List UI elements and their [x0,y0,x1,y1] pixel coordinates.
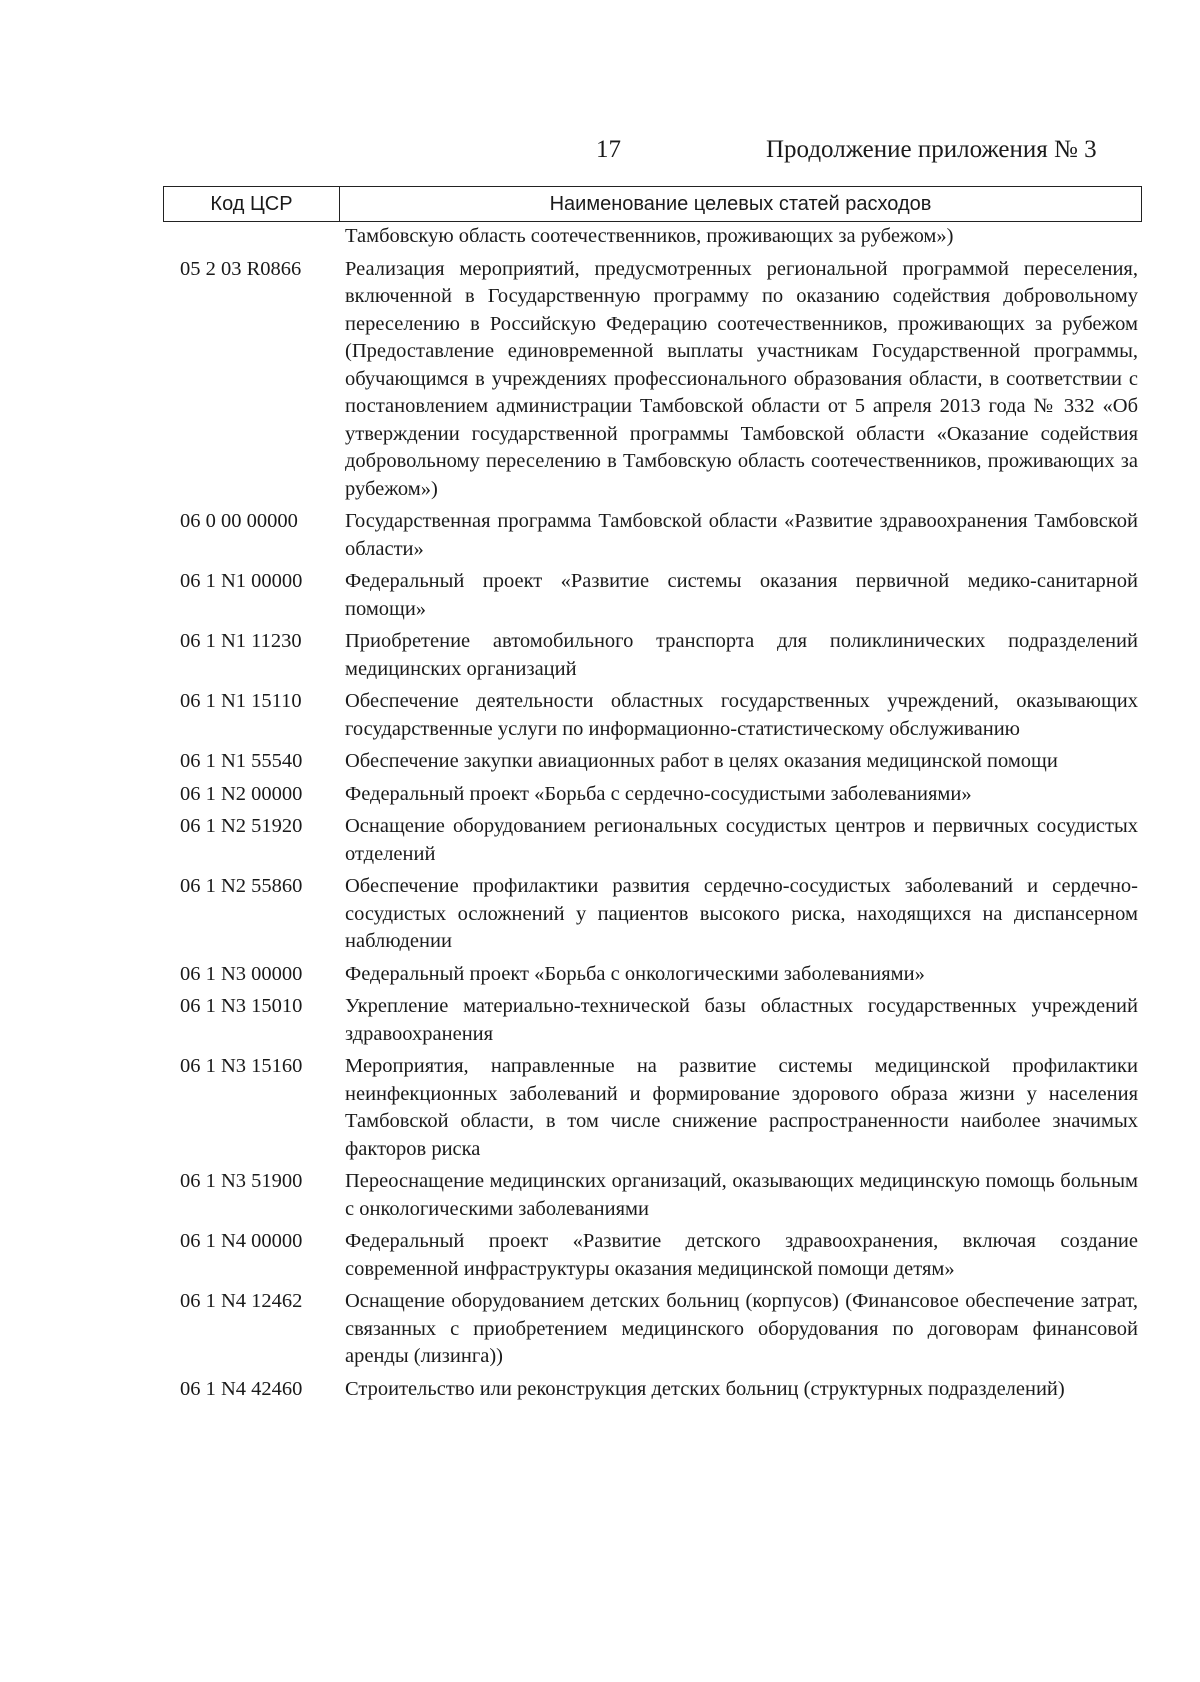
row-code: 06 1 N3 00000 [180,962,303,985]
table-row [163,1228,1142,1283]
row-code [163,223,339,251]
table-row [163,1168,1142,1223]
table-body [163,223,1142,1408]
table-row [163,568,1142,623]
row-name: Обеспечение деятельности областных государственных учреждений, оказывающих государственные услуги по информационно-статистическому обслуживанию [345,690,1138,740]
row-code: 06 1 N1 15110 [180,690,302,712]
row-name: Оснащение оборудованием региональных сосудистых центров и первичных сосудистых отделений [345,815,1138,865]
appendix-continuation-note: Продолжение приложения № 3 [766,136,1097,163]
row-name: Федеральный проект «Борьба с онкологическими заболеваниями» [345,962,925,985]
table-row [163,688,1142,743]
row-code: 06 1 N2 55860 [180,875,303,897]
row-name: Государственная программа Тамбовской области «Развитие здравоохранения Тамбовской области» [345,510,1138,560]
row-code: 06 1 N4 12462 [180,1290,303,1312]
row-code: 06 1 N3 15010 [180,995,303,1017]
row-code: 06 1 N1 11230 [180,630,302,652]
row-code: 06 1 N1 55540 [180,750,303,772]
row-code: 06 1 N4 42460 [180,1377,303,1400]
row-name: Федеральный проект «Развитие детского здравоохранения, включая создание современной инфраструктуры оказания медицинской помощи детям» [345,1230,1138,1280]
row-code: 06 1 N1 00000 [180,570,303,592]
row-code: 06 1 N2 51920 [180,815,303,837]
table-row [163,508,1142,563]
table-row [163,1288,1142,1371]
table-row [163,813,1142,868]
table-row [163,781,1142,809]
row-name: Строительство или реконструкция детских больниц (структурных подразделений) [345,1377,1065,1400]
row-name: Приобретение автомобильного транспорта для поликлинических подразделений медицинских организаций [345,630,1138,680]
page-number: 17 [596,136,621,163]
row-name: Обеспечение профилактики развития сердечно-сосудистых заболеваний и сердечно-сосудистых осложнений у пациентов высокого риска, находящихся на диспансерном наблюдении [345,875,1138,952]
table-row [163,873,1142,956]
table-row [163,993,1142,1048]
row-name: Мероприятия, направленные на развитие системы медицинской профилактики неинфекционных заболеваний и формирование здорового образа жизни у населения Тамбовской области, в том числе снижение распространенности наиболее значимых факторов риска [345,1055,1138,1160]
table-row [163,1053,1142,1163]
row-name: Укрепление материально-технической базы областных государственных учреждений здравоохранения [345,995,1138,1045]
row-name: Федеральный проект «Развитие системы оказания первичной медико-санитарной помощи» [345,570,1138,620]
row-name: Федеральный проект «Борьба с сердечно-сосудистыми заболеваниями» [345,782,972,805]
row-code: 06 1 N4 00000 [180,1230,303,1252]
table-row [163,628,1142,683]
table-row [163,1376,1142,1404]
table-header [163,186,1142,222]
table-row [163,223,1142,251]
row-name: Реализация мероприятий, предусмотренных региональной программой переселения, включенной в Государственную программу по оказанию содействия добровольному переселению в Российскую Федерацию соотечественников, проживающих за рубежом (Предоставление единовременной выплаты участникам Государственной программы, обучающимся в учреждениях профессионального образования области, в соответствии с постановлением администрации Тамбовской области от 5 апреля 2013 года № 332 «Об утверждении государственной программы Тамбовской области «Оказание содействия добровольному переселению в Тамбовскую область соотечественников, проживающих за рубежом») [345,257,1138,500]
row-code: 05 2 03 R0866 [180,257,302,280]
row-code: 06 1 N3 15160 [180,1055,303,1077]
column-header-code: Код ЦСР [164,187,340,221]
row-name: Оснащение оборудованием детских больниц (корпусов) (Финансовое обеспечение затрат, связанных с приобретением медицинского оборудования по договорам финансовой аренды (лизинга)) [345,1290,1138,1367]
table-row [163,256,1142,504]
row-name: Тамбовскую область соотечественников, проживающих за рубежом») [345,225,954,247]
column-header-name: Наименование целевых статей расходов [549,192,932,215]
row-name: Обеспечение закупки авиационных работ в целях оказания медицинской помощи [345,750,1058,772]
table-row [163,961,1142,989]
row-code: 06 1 N2 00000 [180,782,303,805]
row-name: Переоснащение медицинских организаций, оказывающих медицинскую помощь больным с онкологическими заболеваниями [345,1170,1138,1220]
table-row [163,748,1142,776]
row-code: 06 0 00 00000 [180,510,298,532]
row-code: 06 1 N3 51900 [180,1170,303,1192]
